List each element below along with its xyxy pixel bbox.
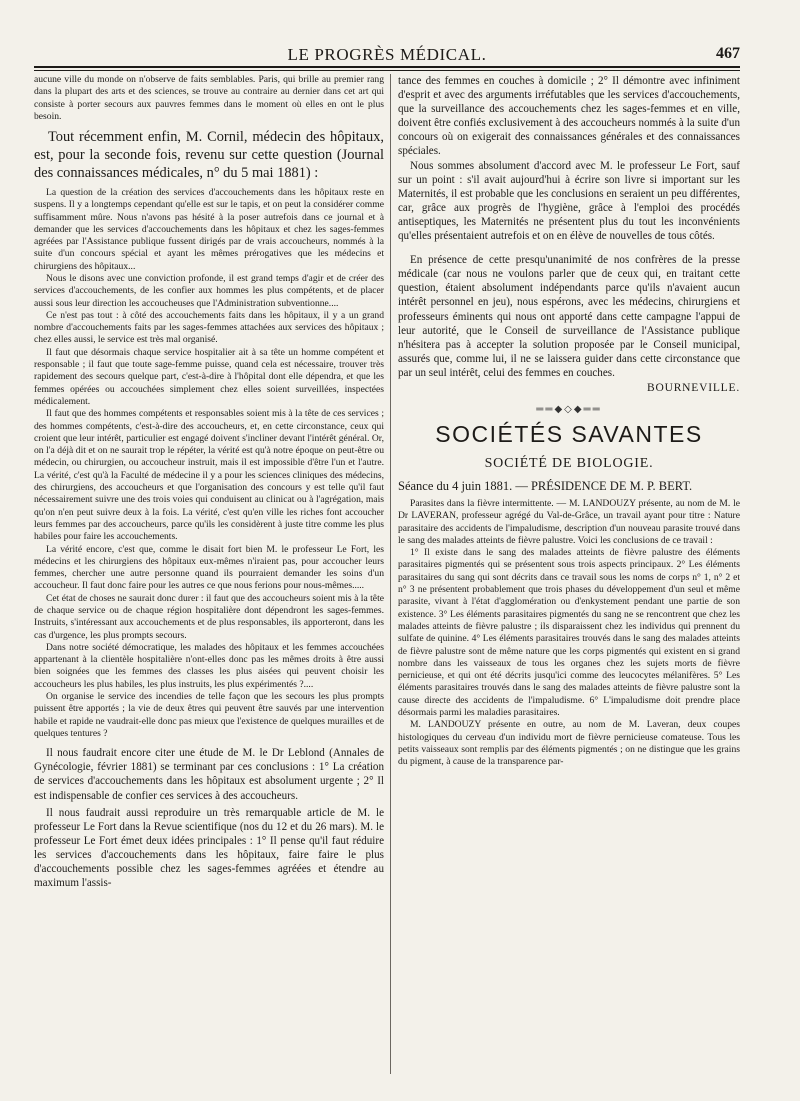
paragraph: M. LANDOUZY présente en outre, au nom de M. Laveran, deux coupes histologiques du cerveau d'un individu mort de fièvre pernicieuse comateuse. Tous les petits vaisseaux sont remplis par des éléments pigmentés ; on ne distingue que les grains du pigment, à cause de la transparence par- (398, 719, 740, 768)
paragraph: tance des femmes en couches à domicile ; 2° Il démontre avec infiniment d'esprit et avec des arguments irréfutables que les services d'accouchements, que la surveillance des accouchements chez les sages-femmes et en ville, doivent être confiés exclusivement à des accoucheurs nommés à la suite d'un concours où on exigerait des connaissances générales et des connaissances spéciales. (398, 75, 740, 158)
paragraph: Il nous faudrait aussi reproduire un très remarquable article de M. le professeur Le Fort dans la Revue scientifique (nos du 12 et du 26 mars). M. le professeur Le Fort émet deux idées principales : 1° Il pense qu'il faut réduire les services d'accouchements dans les hôpitaux, faire faire le plus d'accouchements possible chez les sages-femmes agréées et étendre au maximum l'assis- (34, 806, 384, 890)
paragraph: aucune ville du monde on n'observe de faits semblables. Paris, qui brille au premier rang dans la plupart des arts et des sciences, se trouve au contraire au dernier dans cet art qui consiste à porter secours aux pauvres femmes dans le moment où elles en ont le plus besoin. (34, 74, 384, 122)
paragraph: Tout récemment enfin, M. Cornil, médecin des hôpitaux, est, pour la seconde fois, revenu sur cette question (Journal des connaissances médicales, n° du 5 mai 1881) : (34, 129, 384, 181)
paragraph: En présence de cette presqu'unanimité de nos confrères de la presse médicale (car nous ne voulons parler que de ceux qui, en traitant cette question, étaient absolument indépendants parce qu'ils n'avaient aucun intérêt personnel en jeu), nous espérons, avec les médecins, chirurgiens et professeurs éminents qui nous ont apporté dans cette campagne l'appui de leur autorité, que le Conseil de surveillance de l'Assistance publique n'hésitera pas à accepter la solution proposée par le Conseil municipal, assurés que, comme lui, il ne se laissera guider dans cette circonstance que par un seul intérêt, celui des femmes en couches. (398, 254, 740, 379)
right-column (398, 74, 740, 1084)
journal-title: LE PROGRÈS MÉDICAL. (287, 45, 487, 64)
quoted-paragraph: On organise le service des incendies de telle façon que les secours les plus prompts puissent être apportés ; la vie de deux êtres qui peuvent être sauvés par une intervention habile et rapide ne vaudrait-elle donc pas mieux que l'existence de quelques murailles et de quelques tentures ? (34, 691, 384, 739)
column-divider (390, 74, 391, 1074)
quoted-paragraph: Ce n'est pas tout : à côté des accouchements faits dans les hôpitaux, il y a un grand nombre d'accouchements faits par les sages-femmes attachées aux services des hôpitaux ; chez elles aussi, le service est très mal organisé. (34, 309, 384, 346)
left-column (34, 74, 384, 1084)
paragraph: Nous sommes absolument d'accord avec M. le professeur Le Fort, sauf sur un point : s'il avait aujourd'hui à écrire son livre si important sur les Maternités, il est probable que les conclusions en seraient un peu différentes, car, grâce aux progrès de l'hygiène, grâce à l'emploi des procédés antiseptiques, les Maternités ne présentent plus du tout les inconvénients qu'elles présentaient autrefois et on en élève de nouvelles de tous côtés. (398, 159, 740, 243)
section-title: SOCIÉTÉS SAVANTES (435, 420, 703, 447)
paragraph: Il nous faudrait encore citer une étude de M. le Dr Leblond (Annales de Gynécologie, février 1881) se terminant par ces conclusions : 1° La création de services d'accouchements dans les hôpitaux est absolument urgente ; 2° Il est indispensable de confier ces services à des accoucheurs. (34, 747, 384, 802)
quoted-paragraph: La vérité encore, c'est que, comme le disait fort bien M. le professeur Le Fort, les médecins et les chirurgiens des hôpitaux eux-mêmes n'iraient pas, pour accoucher leurs femmes, chercher une autre personne quand ils pourraient demander les soins d'un accoucheur. Il faut donc faire pour les autres ce que nous ferions pour nous-mêmes..... (34, 543, 384, 592)
subsection-title: SOCIÉTÉ DE BIOLOGIE. (484, 455, 654, 471)
header-rule-thick (34, 66, 740, 68)
quoted-paragraph: Il faut que des hommes compétents et responsables soient mis à la tête de ces services ; des hommes compétents, c'est-à-dire des accoucheurs, et, en cette circonstance, ceux qui croient que leur intérêt, particulier est engagé doivent s'incliner devant l'intérêt général. Or, on l'a déjà dit et on ne saurait trop le répéter, la vérité est qu'à notre époque on peut-être ou médecin, ou chirurgien, ou accoucheur instruit, mais il est impossible d'être l'un et l'autre. La vérité, c'est qu'à la Faculté de médecine il y a pour les sciences cliniques des médecins, des chirurgiens, des accoucheurs et que l'organisation des concours y est telle qu'il faut nécessairement suivre une des trois voies qui conduisent au clinicat ou à l'agrégation, mais qu'on n'en peut suivre deux à la fois. La vérité, c'est qu'en ville les riches font accoucher leurs femmes par des accoucheurs, parce qu'ils les considèrent à juste titre comme les plus habiles pour faire les accouchements. (34, 408, 384, 543)
quoted-paragraph: Nous le disons avec une conviction profonde, il est grand temps d'agir et de créer des services d'accouchements, de les confier aux hommes les plus compétents, et de placer aussi sous leur direction les accoucheuses que l'Administration subventionne.... (34, 272, 384, 309)
ornament-divider: ══◆◇◆══ (536, 403, 602, 415)
quoted-paragraph: Cet état de choses ne saurait donc durer : il faut que des accoucheurs soient mis à la tête de chaque service ou de chaque région hospitalière dont dépendront les sages-femmes. Instruits, s'intéressant aux accouchements et de plus responsables, ils apporteront, dans les cas d'urgence, les plus prompts secours. (34, 592, 384, 641)
quoted-paragraph: Il faut que désormais chaque service hospitalier ait à sa tête un homme compétent et responsable ; il faut que toute sage-femme puisse, quand cela est nécessaire, trouver très rapidement des secours quelque part, c'est-à-dire à l'hôpital dont elle dépendra, et que les femmes opérées ou accouchées simplement chez elles soient surveillées, inspectées médicalement. (34, 346, 384, 407)
quoted-paragraph: Dans notre société démocratique, les malades des hôpitaux et les femmes accouchées appartenant à la clientèle hospitalière n'ont-elles donc pas les mêmes droits à être aussi bien soignées que les femmes des classes les plus aisées qui peuvent choisir les accoucheurs les plus habiles, les plus instruits, les plus expérimentés ?.... (34, 641, 384, 690)
page-number: 467 (716, 45, 740, 62)
author-signature: BOURNEVILLE. (647, 381, 740, 394)
session-line: Séance du 4 juin 1881. — PRÉSIDENCE DE M. P. BERT. (398, 478, 693, 493)
running-header (34, 42, 740, 66)
header-rule-thin (34, 70, 740, 71)
paragraph: Parasites dans la fièvre intermittente. — M. LANDOUZY présente, au nom de M. le Dr LAVERAN, professeur agrégé du Val-de-Grâce, un travail ayant pour titre : Nature parasitaire des accidents de l'impaludisme, description d'un nouveau parasite trouvé dans le sang des malades atteints de fièvre palustre. Voici les conclusions de ce travail : (398, 497, 740, 546)
paragraph: 1° Il existe dans le sang des malades atteints de fièvre palustre des éléments parasitaires pigmentés qui se présentent sous trois aspects principaux. 2° Les éléments parasitaires du sang qui sont décrits dans ce travail sous les noms de corps n° 1, n° 2 et n° 3 ne présentent probablement que trois phases du développement d'un seul et même parasite, vivant à l'état d'agglomération ou d'enkystement pendant une partie de son existence. 3° Les éléments parasitaires pigmentés du sang ne se rencontrent que chez les malades atteints de fièvre palustre ; ils disparaissent chez les individus qui prennent du sulfate de quinine. 4° Les éléments parasitaires trouvés dans le sang des malades atteints de fièvre palustre sont de même nature que les corps pigmentés qui existent en si grand nombre dans les vaisseaux de tous les organes chez les sujets morts de fièvre pernicieuse, et qui ont été décrits jusqu'ici comme des leucocytes mélanifères. 5° Les éléments parasitaires trouvés dans le sang des malades atteints de fièvre palustre sont la cause directe des accidents de l'impaludisme. 6° L'impaludisme doit prendre place désormais parmi les maladies parasitaires. (398, 547, 740, 719)
quoted-paragraph: La question de la création des services d'accouchements dans les hôpitaux reste en suspens. Il y a longtemps cependant qu'elle est sur le tapis, et on peut la considérer comme suffisamment mûre. Nous n'avons pas hésité à la poser autrefois dans ce journal et à demander que les services d'accouchements dans les hôpitaux et chez les sages-femmes agréées par l'Assistance publique fussent dirigés par de vrais accoucheurs, nommés à la suite d'un concours spécial et ayant les mêmes prérogatives que les médecins et chirurgiens des hôpitaux... (34, 186, 384, 272)
